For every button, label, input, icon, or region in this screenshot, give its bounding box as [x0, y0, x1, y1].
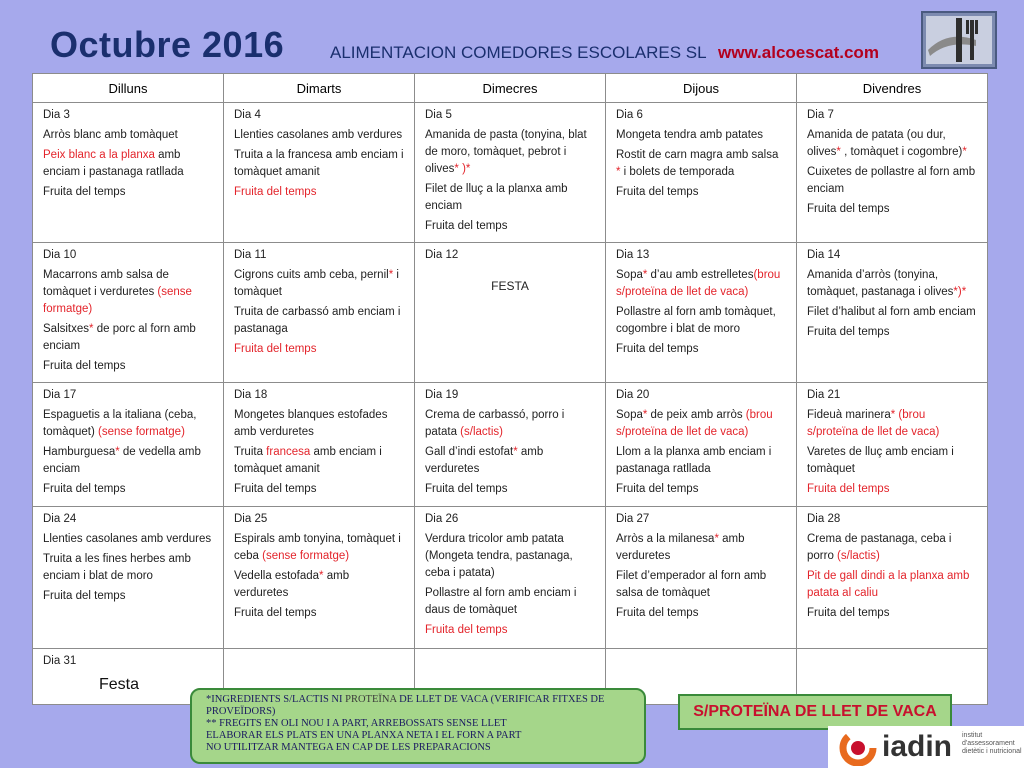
menu-line [616, 147, 786, 181]
menu-text: Macarrons amb salsa de tomàquet i verduretes [43, 269, 169, 298]
day-cell [415, 103, 606, 243]
menu-text: Hamburguesa [43, 446, 116, 458]
week-row [33, 507, 988, 649]
menu-text: Fruita del temps [807, 326, 890, 338]
menu-text-allergen: * [642, 269, 648, 281]
menu-text-allergen: * [836, 146, 841, 158]
menu-line [616, 605, 786, 622]
menu-line [43, 184, 213, 201]
day-number [43, 653, 213, 670]
menu-text: Fruita del temps [234, 607, 317, 619]
day-number [807, 247, 977, 264]
day-cell [224, 507, 415, 649]
menu-line [234, 531, 404, 565]
menu-line [807, 444, 977, 478]
menu-text: amb verduretes [616, 533, 745, 562]
day-number [616, 247, 786, 264]
menu-line [807, 304, 977, 321]
weekday-header-row [33, 74, 988, 103]
note-line: ELABORAR ELS PLATS EN UNA PLANXA NETA I EL FORN A PART [206, 730, 522, 741]
note-text: DE LLET DE VACA (VERIFICAR FITXES DE PROVEÏDORS) [206, 694, 605, 717]
day-number [234, 247, 404, 264]
menu-text: Fruita del temps [234, 483, 317, 495]
menu-text-allergen: (brou s/proteïna de llet de vaca) [616, 269, 781, 298]
menu-line [807, 127, 977, 161]
menu-text: Filet d’halibut al forn amb enciam [807, 306, 976, 318]
menu-text: Mongeta tendra amb patates [616, 129, 764, 141]
menu-text: Verdura tricolor amb patata (Mongeta tendra, pastanaga, ceba i patata) [425, 533, 573, 579]
day-cell [415, 243, 606, 383]
menu-text: i tomàquet [234, 269, 399, 298]
menu-text: Dia 12 [425, 249, 459, 261]
menu-text: Llenties casolanes amb verdures [43, 533, 212, 545]
menu-text: Truita a les fines herbes amb enciam i blat de moro [43, 553, 191, 582]
menu-line [616, 444, 786, 478]
menu-text: Dia 24 [43, 513, 77, 525]
menu-text-allergen: * )* [454, 163, 471, 175]
menu-line [616, 341, 786, 358]
menu-text: d’au amb estrelletes [647, 269, 754, 281]
menu-text: Fruita del temps [807, 607, 890, 619]
menu-text-allergen: francesa [266, 446, 311, 458]
menu-line [43, 407, 213, 441]
menu-text-allergen: * [642, 409, 648, 421]
day-cell [224, 103, 415, 243]
menu-text: Fruita del temps [43, 483, 126, 495]
menu-text: Fruita del temps [43, 590, 126, 602]
menu-line [43, 358, 213, 375]
menu-line [807, 481, 977, 498]
menu-text: Amanida de patata (ou dur, olives [807, 129, 946, 158]
day-number [807, 387, 977, 404]
menu-text: Fideuà marinera [807, 409, 891, 421]
menu-text: Dia 5 [425, 109, 452, 121]
menu-line [616, 267, 786, 301]
day-cell [415, 507, 606, 649]
menu-text-allergen: Fruita del temps [234, 343, 317, 355]
menu-text-allergen: * [319, 570, 324, 582]
menu-text-allergen: * (brou s/proteïna de llet de vaca) [807, 409, 940, 438]
menu-line [807, 568, 977, 602]
menu-line [425, 407, 595, 441]
menu-text: amb verduretes [234, 570, 350, 599]
menu-text: Dia 7 [807, 109, 834, 121]
weekday-header: Dijous [606, 74, 797, 103]
menu-text: Dia 17 [43, 389, 77, 401]
menu-text: Dia 25 [234, 513, 268, 525]
menu-text-allergen: Fruita del temps [807, 483, 890, 495]
cutlery-logo-icon [918, 10, 998, 70]
menu-text: Dia 19 [425, 389, 459, 401]
day-number [425, 387, 595, 404]
menu-text: amb verduretes [425, 446, 544, 475]
menu-text: Sopa [616, 409, 643, 421]
menu-line [807, 164, 977, 198]
menu-text: Amanida d’arròs (tonyina, tomàquet, pastanaga i olives [807, 269, 954, 298]
menu-line [807, 531, 977, 565]
website-link[interactable]: www.alcoescat.com [718, 43, 879, 62]
menu-text: Crema de pastanaga, ceba i porro [807, 533, 952, 562]
menu-text: Fruita del temps [616, 483, 699, 495]
menu-line [425, 181, 595, 215]
menu-line [43, 147, 213, 181]
menu-text: Arròs blanc amb tomàquet [43, 129, 178, 141]
day-number [616, 387, 786, 404]
menu-line [616, 407, 786, 441]
menu-text: Dia 28 [807, 513, 841, 525]
menu-line [807, 407, 977, 441]
day-cell [797, 243, 988, 383]
menu-text-allergen: (brou s/proteïna de llet de vaca) [616, 409, 773, 438]
menu-text-allergen: * [616, 166, 624, 178]
weekday-header: Dimarts [224, 74, 415, 103]
day-cell [606, 103, 797, 243]
menu-text: Mongetes blanques estofades amb verduretes [234, 409, 388, 438]
note-line: ** FREGITS EN OLI NOU I A PART, ARREBOSSATS SENSE LLET [206, 718, 507, 729]
menu-text: Fruita del temps [616, 343, 699, 355]
day-number [807, 511, 977, 528]
menu-line [616, 304, 786, 338]
menu-text: Pollastre al forn amb enciam i daus de tomàquet [425, 587, 577, 616]
menu-text-allergen: Pit de gall dindi a la planxa amb patata al caliu [807, 570, 970, 599]
iadin-logo [828, 726, 1024, 768]
menu-text: de porc al forn amb enciam [43, 323, 196, 352]
menu-text: Filet de lluç a la planxa amb enciam [425, 183, 568, 212]
menu-line [43, 127, 213, 144]
holiday-label: FESTA [491, 279, 529, 293]
day-number [234, 387, 404, 404]
menu-line [43, 531, 213, 548]
menu-line [234, 127, 404, 144]
menu-text: Dia 21 [807, 389, 841, 401]
day-cell [797, 103, 988, 243]
menu-text: Espirals amb tonyina, tomàquet i ceba [234, 533, 401, 562]
menu-line [425, 481, 595, 498]
month-title: Octubre 2016 [50, 24, 285, 65]
menu-line [234, 407, 404, 441]
menu-text: Fruita del temps [425, 220, 508, 232]
menu-line [425, 444, 595, 478]
menu-text: , tomàquet i cogombre) [840, 146, 963, 158]
menu-text: Filet d’emperador al forn amb salsa de tomàquet [616, 570, 767, 599]
menu-text: Llenties casolanes amb verdures [234, 129, 403, 141]
note-line [206, 694, 636, 718]
menu-text: Fruita del temps [616, 607, 699, 619]
menu-line [43, 267, 213, 318]
menu-text-allergen: * [714, 533, 719, 545]
menu-line [807, 267, 977, 301]
menu-text-allergen: *)* [953, 286, 967, 298]
menu-text: Dia 11 [234, 249, 267, 261]
week-row [33, 243, 988, 383]
day-cell [415, 383, 606, 507]
allergy-label-box: S/PROTEÏNA DE LLET DE VACA [678, 694, 952, 730]
week-row [33, 103, 988, 243]
menu-text: i bolets de temporada [623, 166, 735, 178]
menu-text: Crema de carbassó, porro i patata [425, 409, 565, 438]
day-cell [33, 383, 224, 507]
menu-line [43, 321, 213, 355]
menu-text: Amanida de pasta (tonyina, blat de moro, tomàquet, pebrot i olives [425, 129, 587, 175]
day-cell [606, 243, 797, 383]
day-number [234, 107, 404, 124]
menu-text: Dia 14 [807, 249, 841, 261]
menu-text-allergen: * [115, 446, 120, 458]
menu-text-allergen: Peix blanc a la planxa [43, 149, 155, 161]
menu-calendar-table [32, 73, 988, 705]
menu-text: Truita de carbassó amb enciam i pastanaga [234, 306, 401, 335]
day-number [425, 511, 595, 528]
menu-line [43, 444, 213, 478]
day-cell [797, 383, 988, 507]
menu-text: Dia 27 [616, 513, 650, 525]
iadin-name: iadin [882, 730, 953, 763]
day-number [425, 107, 595, 124]
menu-text-allergen: (s/lactis) [837, 550, 880, 562]
menu-line [234, 481, 404, 498]
menu-text: Dia 18 [234, 389, 268, 401]
allergen-notes-box [190, 688, 646, 764]
menu-text: amb enciam i tomàquet amanit [234, 446, 382, 475]
menu-text: Truita a la francesa amb enciam i tomàquet amanit [234, 149, 404, 178]
menu-text: Fruita del temps [425, 483, 508, 495]
iadin-mark-icon [838, 728, 878, 766]
menu-line [616, 184, 786, 201]
menu-text: Dia 3 [43, 109, 70, 121]
menu-text: Truita [234, 446, 267, 458]
menu-text-allergen: Fruita del temps [234, 186, 317, 198]
day-cell [33, 103, 224, 243]
day-cell [224, 243, 415, 383]
menu-line [234, 304, 404, 338]
day-number [234, 511, 404, 528]
menu-text-allergen: (sense formatge) [97, 426, 185, 438]
day-number [807, 107, 977, 124]
menu-text: Cuixetes de pollastre al forn amb enciam [807, 166, 976, 195]
day-number [616, 511, 786, 528]
menu-text-allergen: (sense formatge) [262, 550, 350, 562]
day-cell [797, 507, 988, 649]
day-number [43, 387, 213, 404]
menu-line [807, 201, 977, 218]
menu-text-allergen: * [388, 269, 394, 281]
weekday-header: Divendres [797, 74, 988, 103]
menu-text-allergen: (sense formatge) [43, 286, 192, 315]
menu-text: Dia 20 [616, 389, 650, 401]
day-number [425, 247, 595, 264]
holiday-label: Festa [99, 676, 140, 693]
iadin-subtitle: institut d'assessorament dietètic i nutricional [962, 732, 1022, 755]
menu-line [807, 605, 977, 622]
note-text: *INGREDIENTS S/LACTIS NI [206, 694, 346, 705]
company-name: ALIMENTACION COMEDORES ESCOLARES SL [330, 43, 707, 62]
menu-text: Espaguetis a la italiana (ceba, tomàquet) [43, 409, 197, 438]
menu-line [234, 444, 404, 478]
menu-body [33, 103, 988, 705]
menu-text: de peix amb arròs [647, 409, 746, 421]
menu-text: Pollastre al forn amb tomàquet, cogombre i blat de moro [616, 306, 776, 335]
menu-text-allergen: * [962, 146, 967, 158]
menu-text: Dia 6 [616, 109, 643, 121]
menu-line [616, 568, 786, 602]
day-number [43, 107, 213, 124]
menu-line [616, 531, 786, 565]
menu-text: Dia 31 [43, 655, 77, 667]
note-line: NO UTILITZAR MANTEGA EN CAP DE LES PREPARACIONS [206, 742, 491, 753]
menu-text: de vedella amb enciam [43, 446, 201, 475]
day-cell [33, 243, 224, 383]
menu-text: Arròs a la milanesa [616, 533, 715, 545]
menu-line [425, 585, 595, 619]
week-row [33, 383, 988, 507]
menu-line [234, 184, 404, 201]
weekday-header: Dimecres [415, 74, 606, 103]
menu-text: Salsitxes [43, 323, 90, 335]
menu-text: Varetes de lluç amb enciam i tomàquet [807, 446, 954, 475]
menu-line [43, 481, 213, 498]
day-cell [606, 507, 797, 649]
menu-text-allergen: Fruita del temps [425, 624, 508, 636]
menu-text: Llom a la planxa amb enciam i pastanaga ratllada [616, 446, 772, 475]
note-text: PROTEÏNA [345, 694, 397, 705]
weekday-header: Dilluns [33, 74, 224, 103]
menu-text: Sopa [616, 269, 643, 281]
menu-text-allergen: * [89, 323, 94, 335]
menu-text: Dia 26 [425, 513, 459, 525]
menu-text: Fruita del temps [807, 203, 890, 215]
menu-line [234, 605, 404, 622]
menu-text: amb enciam i pastanaga ratllada [43, 149, 184, 178]
day-number [616, 107, 786, 124]
menu-text: Dia 13 [616, 249, 650, 261]
menu-text: Vedella estofada [234, 570, 320, 582]
menu-line [234, 147, 404, 181]
menu-line [616, 481, 786, 498]
menu-text-allergen: * [513, 446, 518, 458]
menu-line [234, 267, 404, 301]
menu-line [425, 127, 595, 178]
menu-line [234, 568, 404, 602]
menu-line [807, 324, 977, 341]
menu-text: Fruita del temps [616, 186, 699, 198]
day-number [43, 247, 213, 264]
menu-line [234, 341, 404, 358]
day-cell [224, 383, 415, 507]
menu-text-allergen: (s/lactis) [460, 426, 503, 438]
menu-text: Dia 10 [43, 249, 77, 261]
menu-line [43, 588, 213, 605]
day-number [43, 511, 213, 528]
menu-text: Gall d’indi estofat [425, 446, 514, 458]
day-cell [33, 507, 224, 649]
menu-text: Fruita del temps [43, 186, 126, 198]
menu-text: Rostit de carn magra amb salsa [616, 149, 779, 161]
menu-text: Dia 4 [234, 109, 261, 121]
menu-line [425, 218, 595, 235]
menu-line [425, 531, 595, 582]
menu-line [43, 551, 213, 585]
menu-text: Fruita del temps [43, 360, 126, 372]
menu-text: Cigrons cuits amb ceba, pernil [234, 269, 389, 281]
menu-line [425, 622, 595, 639]
menu-line [616, 127, 786, 144]
day-cell [606, 383, 797, 507]
